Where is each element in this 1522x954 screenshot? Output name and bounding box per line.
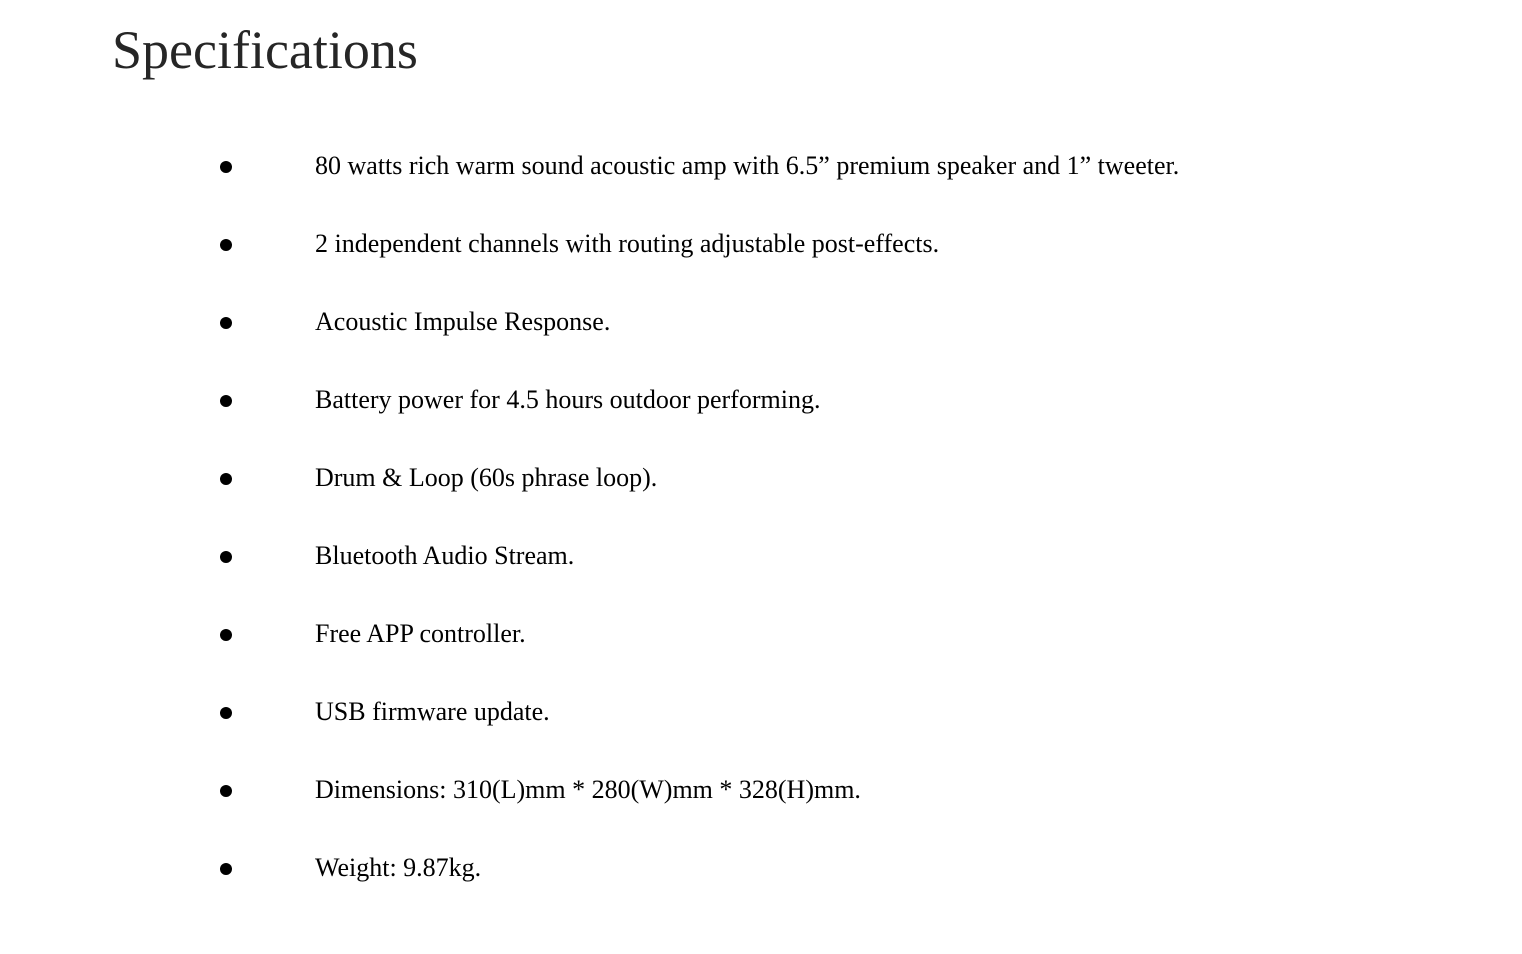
list-item: [0, 128, 1400, 206]
list-item: [0, 752, 1400, 830]
spec-text: USB firmware update.: [315, 697, 550, 726]
bullet-icon: [220, 707, 232, 719]
bullet-icon: [220, 551, 232, 563]
bullet-icon: [220, 473, 232, 485]
list-item: [0, 206, 1400, 284]
bullet-icon: [220, 629, 232, 641]
list-item: [0, 440, 1400, 518]
bullet-icon: [220, 863, 232, 875]
bullet-icon: [220, 785, 232, 797]
specifications-list: [0, 128, 1400, 908]
bullet-icon: [220, 395, 232, 407]
bullet-icon: [220, 317, 232, 329]
spec-text: Drum & Loop (60s phrase loop).: [315, 463, 658, 492]
list-item: [0, 284, 1400, 362]
list-item: [0, 674, 1400, 752]
spec-text: Weight: 9.87kg.: [315, 853, 482, 882]
bullet-icon: [220, 161, 232, 173]
spec-text: Dimensions: 310(L)mm * 280(W)mm * 328(H)mm.: [315, 775, 861, 804]
list-item: [0, 596, 1400, 674]
spec-text: Battery power for 4.5 hours outdoor performing.: [315, 385, 821, 414]
spec-text: Acoustic Impulse Response.: [315, 307, 611, 336]
spec-text: Free APP controller.: [315, 619, 526, 648]
spec-text: 2 independent channels with routing adjustable post-effects.: [315, 229, 940, 258]
bullet-icon: [220, 239, 232, 251]
list-item: [0, 830, 1400, 908]
page-title: Specifications: [112, 20, 418, 80]
list-item: [0, 518, 1400, 596]
spec-text: 80 watts rich warm sound acoustic amp with 6.5” premium speaker and 1” tweeter.: [315, 151, 1180, 180]
list-item: [0, 362, 1400, 440]
spec-text: Bluetooth Audio Stream.: [315, 541, 575, 570]
